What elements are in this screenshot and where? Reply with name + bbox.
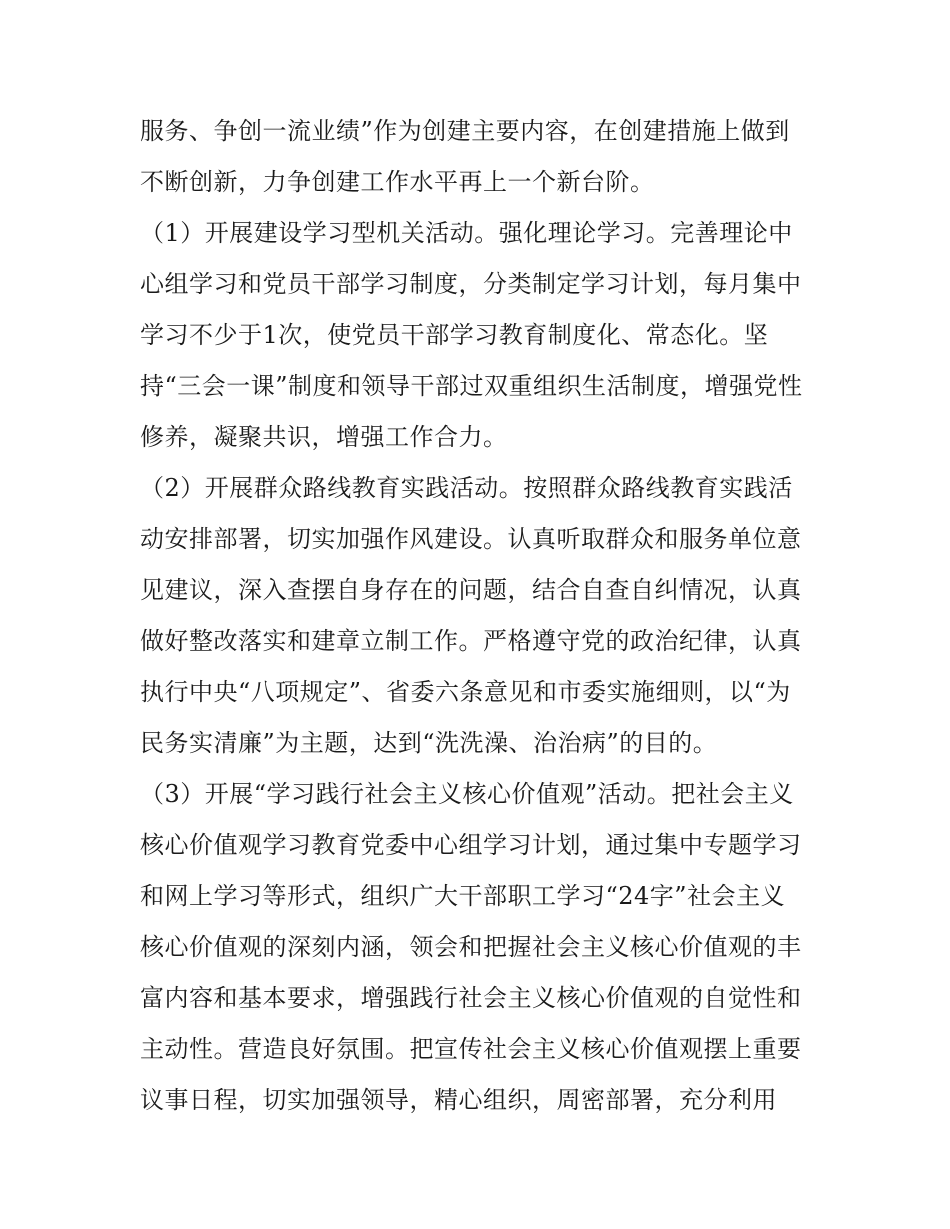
text-line: 核心价值观的深刻内涵，领会和把握社会主义核心价值观的丰 [140,933,802,961]
text-line: 修养，凝聚共识，增强工作合力。 [140,423,508,451]
text-line: 做好整改落实和建章立制工作。严格遵守党的政治纪律，认真 [140,627,802,655]
text-line: 见建议，深入查摆自身存在的问题，结合自查自纠情况，认真 [140,576,802,604]
text-line: （2）开展群众路线教育实践活动。按照群众路线教育实践活 [140,474,793,502]
text-line: （1）开展建设学习型机关活动。强化理论学习。完善理论中 [140,219,793,247]
text-line: 富内容和基本要求，增强践行社会主义核心价值观的自觉性和 [140,984,802,1012]
text-line: 不断创新，力争创建工作水平再上一个新台阶。 [140,168,655,196]
text-line: 持“三会一课”制度和领导干部过双重组织生活制度，增强党性 [140,372,803,400]
text-line: 心组学习和党员干部学习制度，分类制定学习计划，每月集中 [140,270,802,298]
body-text [140,106,820,1126]
text-line: 主动性。营造良好氛围。把宣传社会主义核心价值观摆上重要 [140,1035,802,1063]
text-line: 动安排部署，切实加强作风建设。认真听取群众和服务单位意 [140,525,802,553]
text-line: 学习不少于1次，使党员干部学习教育制度化、常态化。坚 [140,321,769,349]
text-line: （3）开展“学习践行社会主义核心价值观”活动。把社会主义 [140,780,794,808]
text-line: 服务、争创一流业绩”作为创建主要内容，在创建措施上做到 [140,117,790,145]
text-line: 核心价值观学习教育党委中心组学习计划，通过集中专题学习 [140,831,802,859]
text-line: 执行中央“八项规定”、省委六条意见和市委实施细则，以“为 [140,678,791,706]
text-line: 和网上学习等形式，组织广大干部职工学习“24字”社会主义 [140,882,786,910]
text-line: 议事日程，切实加强领导，精心组织，周密部署，充分利用 [140,1086,777,1114]
text-line: 民务实清廉”为主题，达到“洗洗澡、治治病”的目的。 [140,729,718,757]
